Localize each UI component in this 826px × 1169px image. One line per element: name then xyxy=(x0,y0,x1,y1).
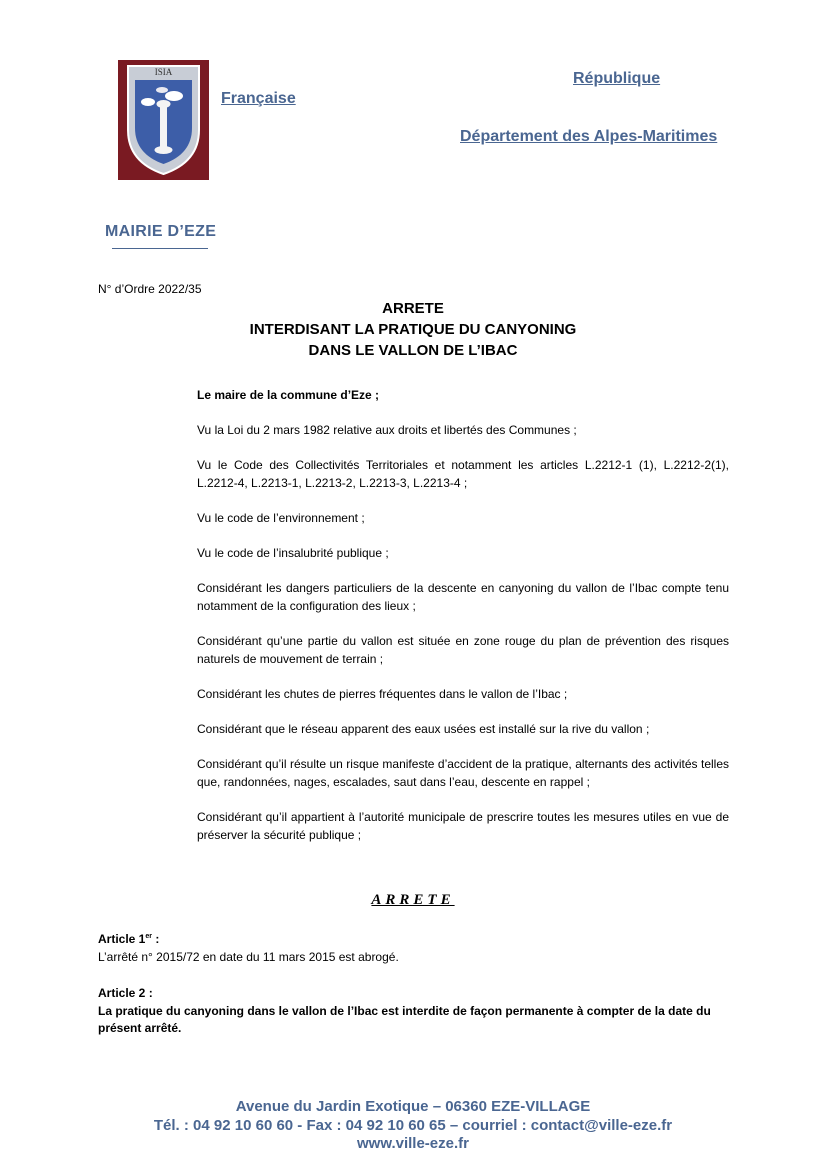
preamble-item: Vu le code de l’insalubrité publique ; xyxy=(197,546,389,560)
footer-contact: Tél. : 04 92 10 60 60 - Fax : 04 92 10 60 65 – courriel : contact@ville-eze.fr xyxy=(153,1116,673,1134)
header-francaise: Française xyxy=(221,90,296,107)
order-number: N° d’Ordre 2022/35 xyxy=(98,282,202,296)
preamble-item: Vu la Loi du 2 mars 1982 relative aux droits et libertés des Communes ; xyxy=(197,423,577,437)
article-1-label: Article 1 xyxy=(98,932,146,946)
article-1-sup: er xyxy=(145,933,152,940)
articles xyxy=(98,928,729,1057)
preamble-item: Considérant les chutes de pierres fréquentes dans le vallon de l’Ibac ; xyxy=(197,687,568,701)
header-republique: République xyxy=(573,70,661,87)
preamble-item: Vu le Code des Collectivités Territoriales et notamment les articles L.2212-1 (1), L.2212-2(1), L.2212-4, L.2213-1, L.2213-2, L.2213-3, L.2213-4 ; xyxy=(197,458,729,490)
preamble xyxy=(197,386,729,861)
article-1-text: L’arrêté n° 2015/72 en date du 11 mars 2015 est abrogé. xyxy=(98,949,399,964)
footer-website: www.ville-eze.fr xyxy=(357,1135,469,1152)
preamble-item: Considérant que le réseau apparent des eaux usées est installé sur la rive du vallon ; xyxy=(197,722,650,736)
crest-motto-top: ISIA xyxy=(154,67,173,77)
preamble-item: Considérant les dangers particuliers de la descente en canyoning du vallon de l’Ibac compte tenu notamment de la configuration des lieux ; xyxy=(197,581,729,613)
preamble-item: Vu le code de l’environnement ; xyxy=(197,511,365,525)
article-2-text: La pratique du canyoning dans le vallon de l’Ibac est interdite de façon permanente à compter de la date du présent arrêté. xyxy=(98,1003,711,1035)
preamble-item: Considérant qu’une partie du vallon est située en zone rouge du plan de prévention des risques naturels de mouvement de terrain ; xyxy=(197,634,729,666)
title-line-1: ARRETE xyxy=(382,300,444,317)
arrete-heading: ARRETE xyxy=(371,892,455,908)
municipal-crest xyxy=(118,60,209,180)
document-title xyxy=(0,298,826,361)
crest-shield-icon xyxy=(118,60,209,180)
article-1-colon: : xyxy=(151,932,160,946)
footer xyxy=(0,1098,826,1154)
article-1-title xyxy=(98,928,729,949)
title-line-3: DANS LE VALLON DE L’IBAC xyxy=(308,342,518,359)
footer-address: Avenue du Jardin Exotique – 06360 EZE-VILLAGE xyxy=(235,1098,591,1115)
mairie-divider xyxy=(112,248,208,249)
preamble-lead: Le maire de la commune d’Eze ; xyxy=(197,388,380,402)
mairie-name: MAIRIE D’EZE xyxy=(105,223,217,240)
article-1 xyxy=(98,928,729,966)
preamble-item: Considérant qu’il appartient à l’autorité municipale de prescrire toutes les mesures utiles en vue de préserver la sécurité publique ; xyxy=(197,810,729,842)
title-line-2: INTERDISANT LA PRATIQUE DU CANYONING xyxy=(249,321,577,338)
preamble-item: Considérant qu’il résulte un risque manifeste d’accident de la pratique, alternants des activités telles que, randonnées, nages, escalades, saut dans l’eau, descente en rappel ; xyxy=(197,757,729,789)
header-departement: Département des Alpes-Maritimes xyxy=(460,128,718,145)
article-2-title: Article 2 : xyxy=(98,986,153,1000)
article-2 xyxy=(98,985,729,1038)
